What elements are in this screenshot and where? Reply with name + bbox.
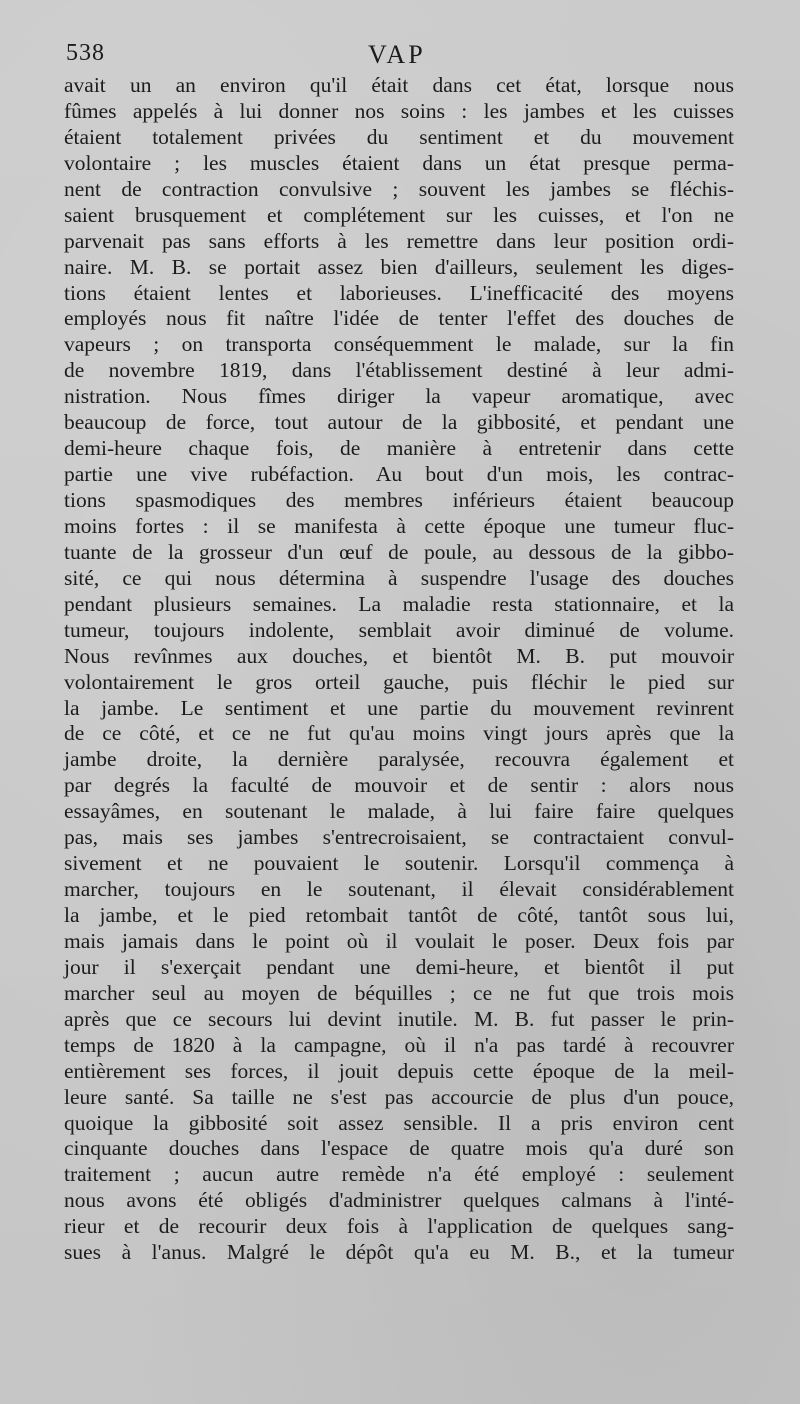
text-line: de novembre 1819, dans l'établissement destiné à leur admi- — [64, 358, 734, 383]
text-line: parvenait pas sans efforts à les remettre dans leur position ordi- — [64, 228, 734, 253]
text-line: pendant plusieurs semaines. La maladie resta stationnaire, et la — [64, 591, 734, 616]
running-title: VAP — [368, 40, 426, 69]
page-number: 538 — [66, 40, 105, 66]
text-line: moins fortes : il se manifesta à cette époque une tumeur fluc- — [64, 513, 734, 538]
text-line: marcher seul au moyen de béquilles ; ce ne fut que trois mois — [64, 980, 734, 1005]
text-line: essayâmes, en soutenant le malade, à lui faire faire quelques — [64, 799, 734, 824]
text-line: tions étaient lentes et laborieuses. L'inefficacité des moyens — [64, 280, 734, 305]
text-line: étaient totalement privées du sentiment et du mouvement — [64, 124, 734, 149]
text-line: sité, ce qui nous détermina à suspendre l'usage des douches — [64, 565, 734, 590]
text-line: saient brusquement et complétement sur les cuisses, et l'on ne — [64, 202, 734, 227]
text-line: demi-heure chaque fois, de manière à entretenir dans cette — [64, 436, 734, 461]
text-line: la jambe. Le sentiment et une partie du mouvement revinrent — [64, 695, 734, 720]
text-line: beaucoup de force, tout autour de la gibbosité, et pendant une — [64, 410, 734, 435]
running-head — [0, 40, 800, 70]
text-line: traitement ; aucun autre remède n'a été employé : seulement — [64, 1162, 734, 1187]
text-line: de ce côté, et ce ne fut qu'au moins vingt jours après que la — [64, 721, 734, 746]
text-line: tions spasmodiques des membres inférieurs étaient beaucoup — [64, 488, 734, 512]
body-text — [64, 73, 734, 1266]
text-line: nistration. Nous fîmes diriger la vapeur aromatique, avec — [64, 384, 734, 409]
text-line: tuante de la grosseur d'un œuf de poule, au dessous de la gibbo- — [64, 539, 734, 564]
text-line: la jambe, et le pied retombait tantôt de côté, tantôt sous lui, — [64, 903, 734, 927]
text-line: pas, mais ses jambes s'entrecroisaient, se contractaient convul- — [64, 825, 734, 850]
text-line: temps de 1820 à la campagne, où il n'a pas tardé à recouvrer — [64, 1032, 734, 1057]
text-line: par degrés la faculté de mouvoir et de sentir : alors nous — [64, 773, 734, 798]
text-line: leure santé. Sa taille ne s'est pas accourcie de plus d'un pouce, — [64, 1084, 734, 1109]
text-line: volontairement le gros orteil gauche, puis fléchir le pied sur — [64, 669, 734, 694]
text-line: rieur et de recourir deux fois à l'application de quelques sang- — [64, 1214, 734, 1239]
text-line: après que ce secours lui devint inutile. M. B. fut passer le prin- — [64, 1006, 734, 1031]
text-line: jour il s'exerçait pendant une demi-heure, et bientôt il put — [64, 954, 734, 979]
text-line: Nous revînmes aux douches, et bientôt M. B. put mouvoir — [64, 643, 734, 668]
text-line: nent de contraction convulsive ; souvent les jambes se fléchis- — [64, 176, 734, 201]
text-line: partie une vive rubéfaction. Au bout d'un mois, les contrac- — [64, 462, 734, 487]
text-line: naire. M. B. se portait assez bien d'ailleurs, seulement les diges- — [64, 254, 734, 279]
text-line: quoique la gibbosité soit assez sensible. Il a pris environ cent — [64, 1110, 734, 1135]
text-line: sivement et ne pouvaient le soutenir. Lorsqu'il commença à — [64, 851, 734, 876]
text-line: vapeurs ; on transporta conséquemment le malade, sur la fin — [64, 332, 734, 357]
text-line: avait un an environ qu'il était dans cet état, lorsque nous — [64, 73, 734, 97]
text-line: mais jamais dans le point où il voulait le poser. Deux fois par — [64, 928, 734, 953]
text-line: cinquante douches dans l'espace de quatre mois qu'a duré son — [64, 1136, 734, 1161]
text-line: fûmes appelés à lui donner nos soins : les jambes et les cuisses — [64, 98, 734, 123]
text-line: jambe droite, la dernière paralysée, recouvra également et — [64, 747, 734, 772]
text-line: tumeur, toujours indolente, semblait avoir diminué de volume. — [64, 617, 734, 642]
text-line: volontaire ; les muscles étaient dans un état presque perma- — [64, 150, 734, 175]
text-line: nous avons été obligés d'administrer quelques calmans à l'inté- — [64, 1188, 734, 1213]
text-line: sues à l'anus. Malgré le dépôt qu'a eu M. B., et la tumeur — [64, 1240, 734, 1265]
text-line: entièrement ses forces, il jouit depuis cette époque de la meil- — [64, 1058, 734, 1083]
text-line: marcher, toujours en le soutenant, il élevait considérablement — [64, 877, 734, 902]
text-line: employés nous fit naître l'idée de tenter l'effet des douches de — [64, 306, 734, 331]
